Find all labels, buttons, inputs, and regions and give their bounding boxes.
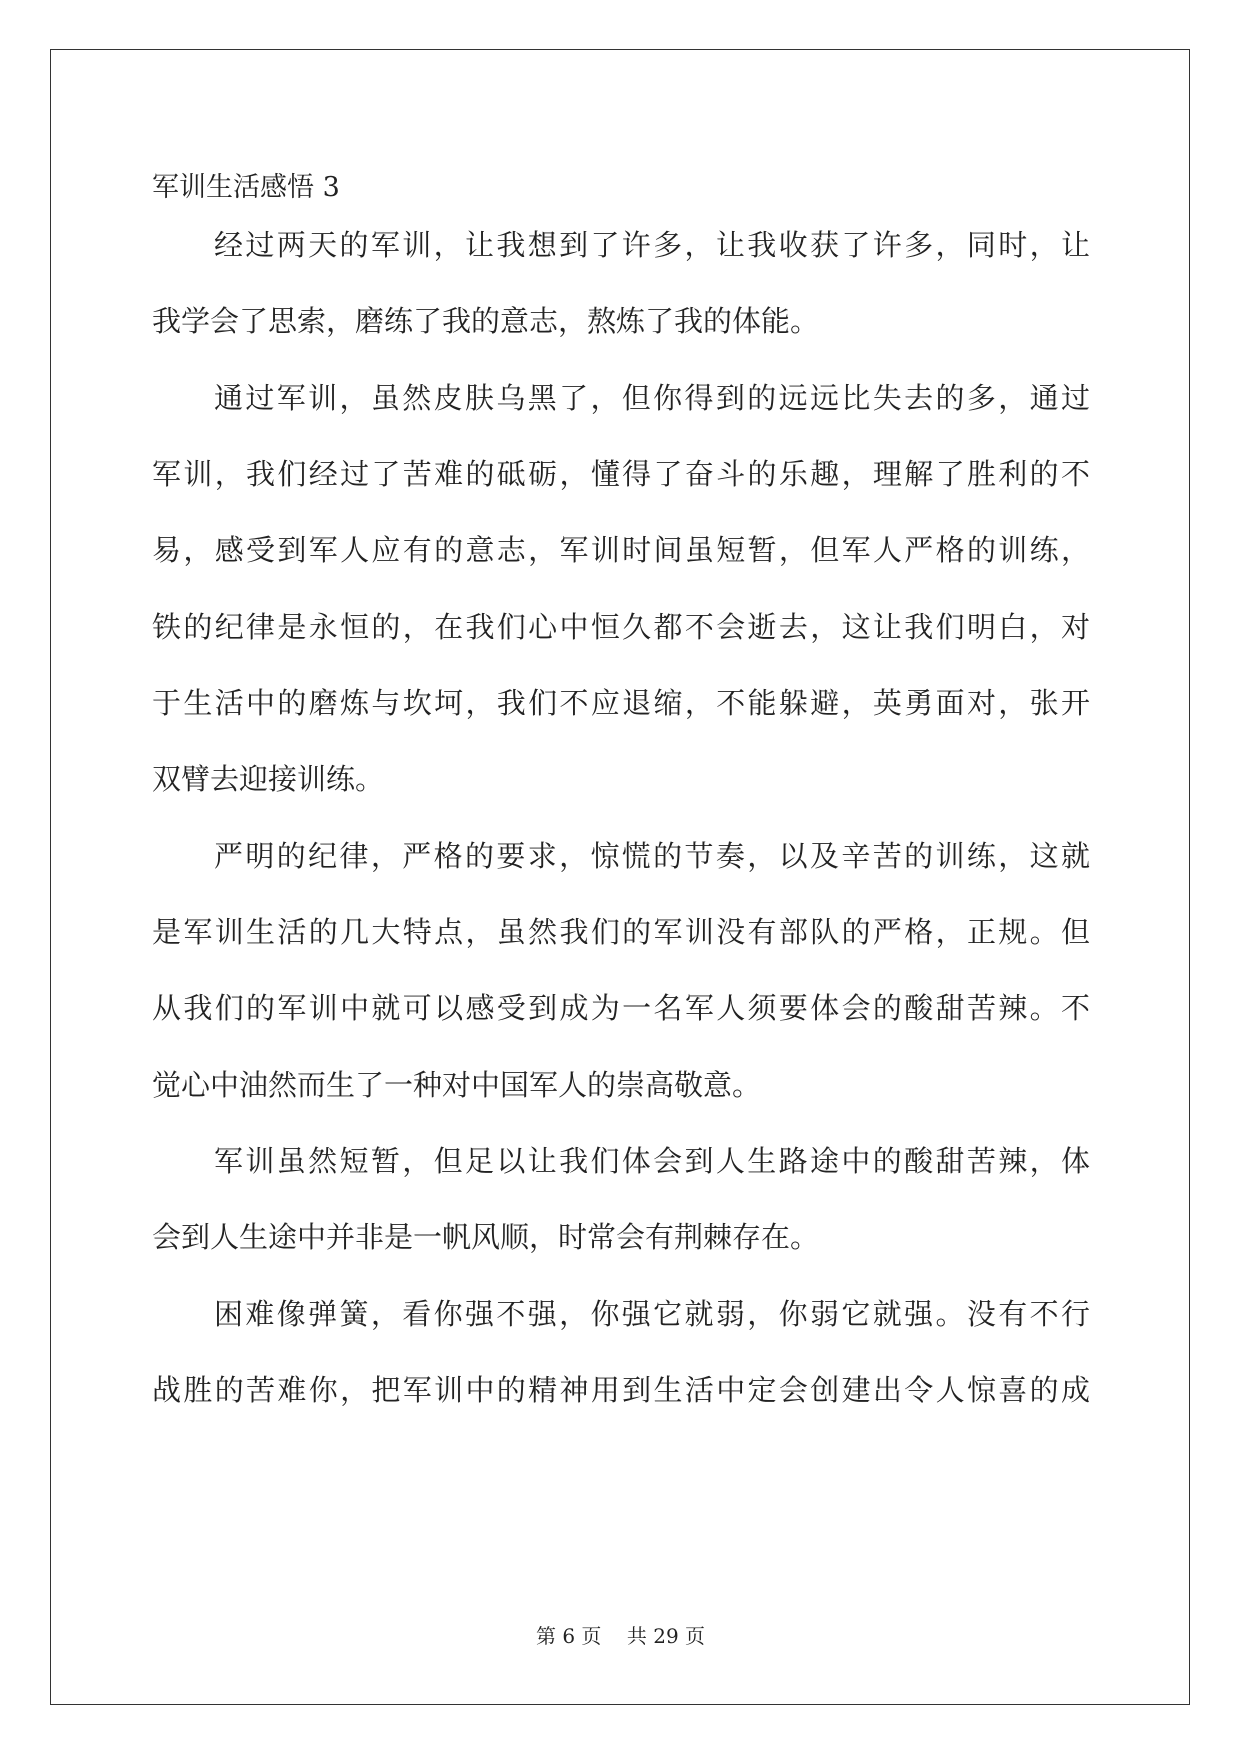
- document-title: 军训生活感悟 3: [152, 172, 340, 203]
- paragraph-line: 铁的纪律是永恒的，在我们心中恒久都不会逝去，这让我们明白，对: [152, 610, 1090, 644]
- paragraph-line: 觉心中油然而生了一种对中国军人的崇高敬意。: [152, 1068, 762, 1102]
- page-number: 第 6 页: [535, 1624, 602, 1648]
- paragraph-line: 是军训生活的几大特点，虽然我们的军训没有部队的严格，正规。但: [152, 915, 1090, 949]
- paragraph-line: 于生活中的磨炼与坎坷，我们不应退缩，不能躲避，英勇面对，张开: [152, 686, 1090, 720]
- paragraph-line: 军训，我们经过了苦难的砥砺，懂得了奋斗的乐趣，理解了胜利的不: [152, 457, 1090, 491]
- paragraph-line: 经过两天的军训，让我想到了许多，让我收获了许多，同时，让: [214, 228, 1090, 262]
- page-border: [50, 49, 1190, 1705]
- paragraph-line: 双臂去迎接训练。: [152, 762, 385, 796]
- paragraph-line: 会到人生途中并非是一帆风顺，时常会有荆棘存在。: [152, 1220, 820, 1254]
- page-footer: [0, 1622, 1241, 1650]
- paragraph-line: 战胜的苦难你，把军训中的精神用到生活中定会创建出令人惊喜的成: [152, 1373, 1090, 1407]
- paragraph-line: 困难像弹簧，看你强不强，你强它就弱，你弱它就强。没有不行: [214, 1297, 1090, 1331]
- total-pages: 共 29 页: [626, 1624, 706, 1648]
- paragraph-line: 严明的纪律，严格的要求，惊慌的节奏，以及辛苦的训练，这就: [214, 839, 1090, 873]
- paragraph-line: 我学会了思索，磨练了我的意志，熬炼了我的体能。: [152, 304, 820, 338]
- paragraph-line: 从我们的军训中就可以感受到成为一名军人须要体会的酸甜苦辣。不: [152, 991, 1090, 1025]
- paragraph-line: 通过军训，虽然皮肤乌黑了，但你得到的远远比失去的多，通过: [214, 381, 1090, 415]
- paragraph-line: 易，感受到军人应有的意志，军训时间虽短暂，但军人严格的训练，: [152, 533, 1090, 567]
- paragraph-line: 军训虽然短暂，但足以让我们体会到人生路途中的酸甜苦辣，体: [214, 1144, 1090, 1178]
